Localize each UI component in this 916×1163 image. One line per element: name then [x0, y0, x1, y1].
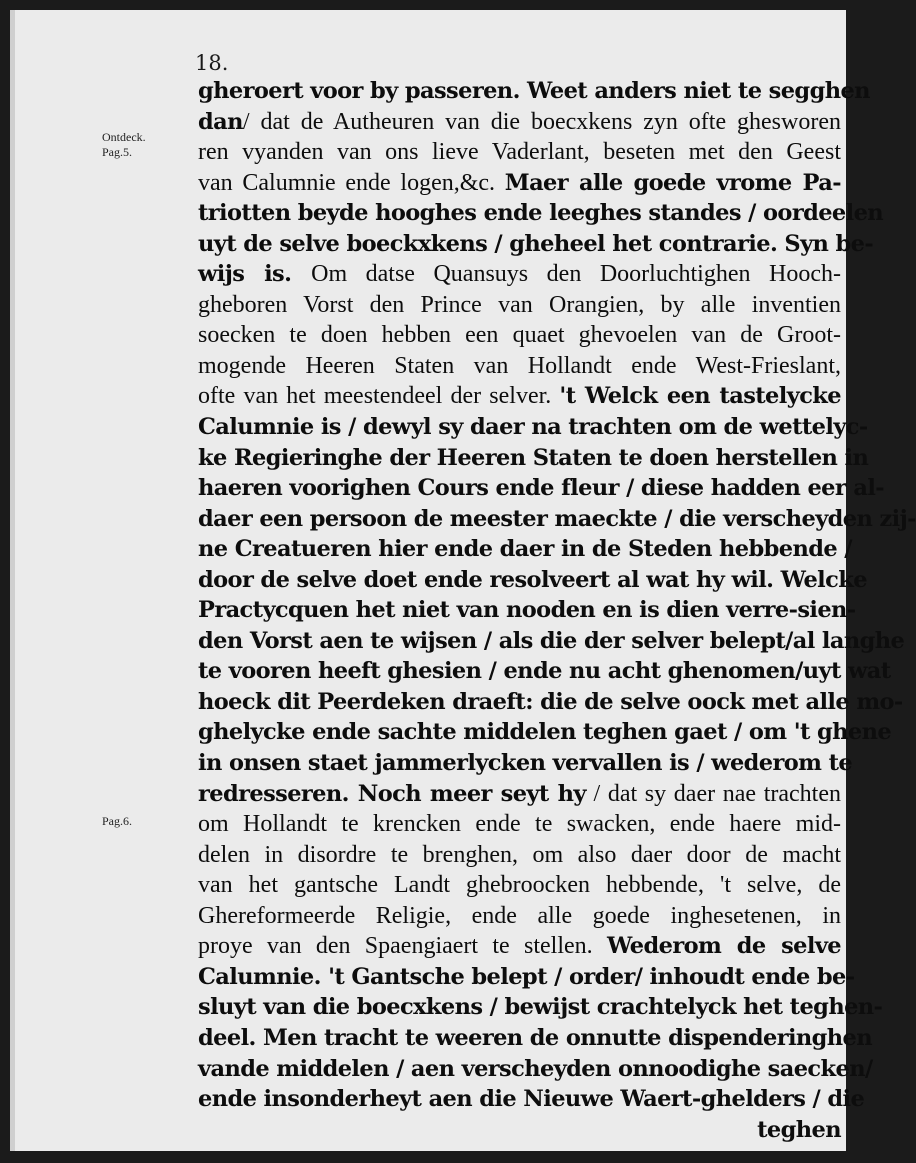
blackletter-text: ghelycke ende sachte middelen teghen gaet / om 't ghene: [198, 719, 892, 746]
blackletter-text: haeren voorighen Cours ende fleur / diese hadden eer al-: [198, 475, 885, 502]
roman-text: / dat de Autheuren van die boecxkens zyn ofte ghesworen: [242, 108, 841, 135]
blackletter-text: wijs is.: [198, 261, 312, 288]
text-line: [198, 290, 841, 321]
roman-text: proye van den Spaengiaert te stellen.: [198, 933, 607, 960]
text-line: [198, 687, 903, 718]
roman-text: delen in disordre te brenghen, om also daer door de macht: [198, 841, 841, 868]
blackletter-text: te vooren heeft ghesien / ende nu acht ghenomen/uyt wat: [198, 658, 891, 685]
margin-note-ontdeck-line1: Ontdeck.: [102, 130, 146, 144]
text-line: [198, 137, 841, 168]
text-line: [198, 1115, 841, 1146]
blackletter-text: door de selve doet ende resolveert al wat hy wil. Welcke: [198, 566, 867, 593]
text-line: [198, 198, 884, 229]
roman-text: soecken te doen hebben een quaet ghevoelen van de Groot-: [198, 322, 841, 349]
text-line: [198, 320, 841, 351]
text-line: [198, 717, 892, 748]
text-line: [198, 809, 841, 840]
page-number: 18.: [195, 51, 229, 75]
page-gutter: [10, 10, 15, 1151]
blackletter-text: vande middelen / aen verscheyden onnoodighe saecken/: [198, 1055, 873, 1082]
text-line: [198, 626, 905, 657]
blackletter-text: 't Welck een tastelycke: [559, 383, 841, 410]
text-line: [198, 901, 841, 932]
blackletter-text: Practycquen het niet van nooden en is dien verre-sien-: [198, 597, 856, 624]
text-line: [198, 565, 867, 596]
roman-text: ren vyanden van ons lieve Vaderlant, beseten met den Geest: [198, 139, 841, 166]
blackletter-text: in onsen staet jammerlycken vervallen is / wederom te: [198, 750, 853, 777]
blackletter-text: Calumnie. 't Gantsche belept / order/ inhoudt ende be-: [198, 963, 855, 990]
blackletter-text: dan: [198, 108, 243, 135]
text-line: [198, 504, 916, 535]
blackletter-text: sluyt van die boecxkens / bewijst crachtelyck het teghen-: [198, 994, 883, 1021]
text-line: [198, 840, 841, 871]
roman-text: van het gantsche Landt ghebroocken hebbende, 't selve, de: [198, 872, 841, 899]
text-line: [198, 1054, 873, 1085]
margin-note-ontdeck: [102, 130, 146, 160]
blackletter-text: redresseren. Noch meer seyt hy: [198, 780, 586, 807]
roman-text: ofte van het meestendeel der selver.: [198, 383, 560, 410]
blackletter-text: uyt de selve boeckxkens / gheheel het contrarie. Syn be-: [198, 230, 874, 257]
text-line: [198, 870, 841, 901]
text-line: [198, 992, 883, 1023]
text-line: [198, 412, 868, 443]
text-line: [198, 443, 869, 474]
roman-text: gheboren Vorst den Prince van Orangien, by alle inventien: [198, 291, 841, 318]
text-line: [198, 779, 841, 810]
roman-text: mogende Heeren Staten van Hollandt ende West-Frieslant,: [198, 352, 841, 379]
blackletter-text: triotten beyde hooghes ende leeghes standes / oordeelen: [198, 200, 884, 227]
blackletter-text: hoeck dit Peerdeken draeft: die de selve oock met alle mo-: [198, 688, 903, 715]
blackletter-text: Wederom de selve: [606, 933, 842, 960]
roman-text: Ghereformeerde Religie, ende alle goede inghesetenen, in: [198, 902, 841, 929]
text-line: [198, 1023, 873, 1054]
book-page: [10, 10, 916, 1151]
blackletter-text: teghen: [757, 1116, 841, 1143]
text-line: [198, 76, 870, 107]
text-line: [198, 595, 856, 626]
text-line: [198, 351, 841, 382]
margin-note-pag6: Pag.6.: [102, 814, 132, 828]
blackletter-text: gheroert voor by passeren. Weet anders niet te segghen: [198, 78, 870, 104]
margin-note-ontdeck-line2: Pag.5.: [102, 145, 132, 159]
text-line: [198, 473, 885, 504]
body-text: [198, 76, 916, 1145]
text-line: [198, 381, 841, 412]
text-line: [198, 534, 852, 565]
blackletter-text: Maer alle goede vrome Pa-: [504, 169, 841, 196]
text-line: [198, 259, 841, 290]
text-line: [198, 931, 841, 962]
blackletter-text: Calumnie is / dewyl sy daer na trachten om de wettelyc-: [198, 414, 868, 441]
blackletter-text: ke Regieringhe der Heeren Staten te doen herstellen in: [198, 444, 869, 471]
blackletter-text: deel. Men tracht te weeren de onnutte dispenderinghen: [198, 1024, 873, 1051]
blackletter-text: den Vorst aen te wijsen / als die der selver belept/al langhe: [198, 627, 905, 654]
blackletter-text: ende insonderheyt aen die Nieuwe Waert-ghelders / die: [198, 1086, 865, 1113]
text-line: [198, 748, 853, 779]
text-line: [198, 656, 891, 687]
roman-text: om Hollandt te krencken ende te swacken, ende haere mid-: [198, 811, 841, 838]
text-line: [198, 962, 855, 993]
blackletter-text: ne Creatueren hier ende daer in de Steden hebbende /: [198, 536, 852, 563]
text-line: [198, 229, 874, 260]
text-line: [198, 1084, 865, 1115]
roman-text: / dat sy daer nae trachten: [585, 780, 841, 807]
text-line: [198, 168, 841, 199]
roman-text: van Calumnie ende logen,&c.: [198, 169, 505, 196]
text-line: [198, 107, 841, 138]
roman-text: Om datse Quansuys den Doorluchtighen Hooch-: [311, 261, 841, 288]
blackletter-text: daer een persoon de meester maeckte / die verscheyden zij-: [198, 505, 916, 532]
